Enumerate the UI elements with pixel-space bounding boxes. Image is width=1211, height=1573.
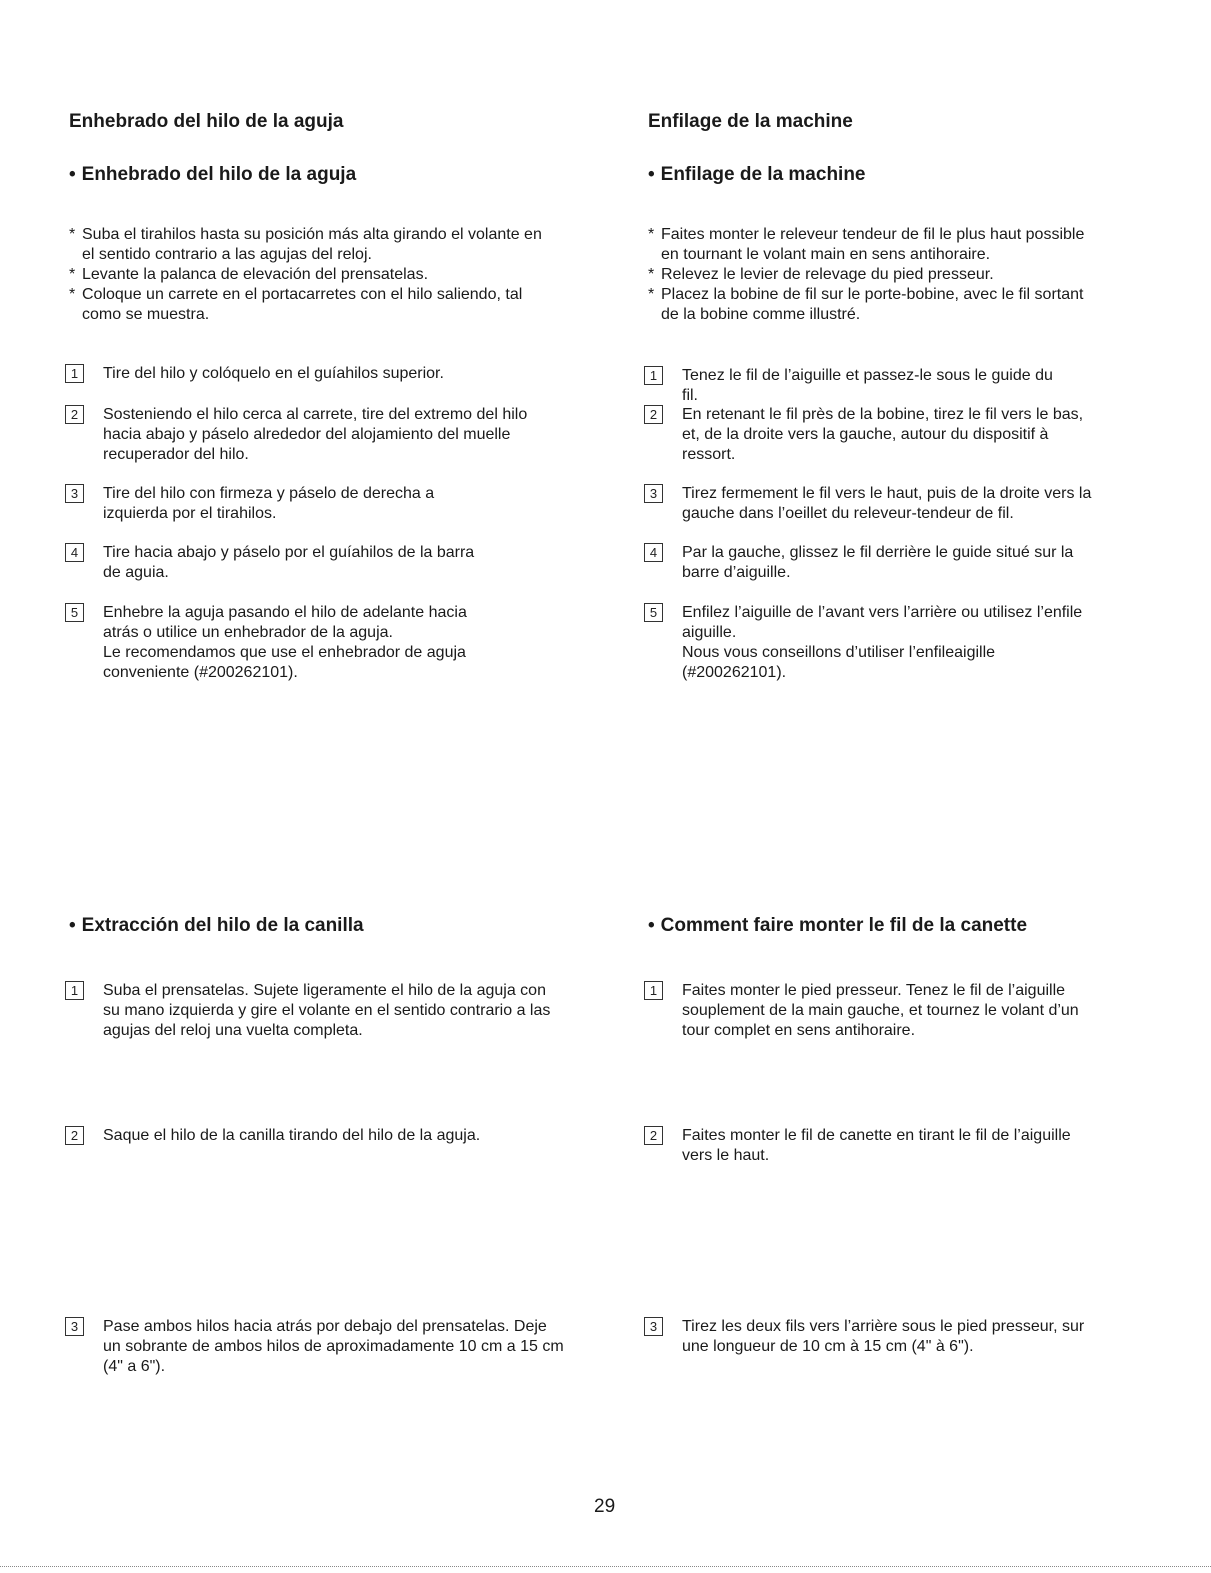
fr-note — [648, 285, 1188, 325]
step-line: Tirez fermement le fil vers le haut, puis de la droite vers la — [682, 485, 1092, 502]
step-number-box: 3 — [65, 484, 84, 503]
fr-note — [648, 265, 1188, 285]
step-line: Enhebre la aguja pasando el hilo de adelante hacia — [103, 604, 467, 621]
fr-step-5 — [644, 603, 1204, 683]
fr-step2-3 — [644, 1317, 1204, 1357]
note-line: en tournant le volant main en sens antihoraire. — [661, 246, 991, 263]
step-line: fil. — [682, 387, 698, 404]
fr-step2-1 — [644, 981, 1204, 1041]
step-line: En retenant le fil près de la bobine, tirez le fil vers le bas, — [682, 406, 1084, 423]
step-number-box: 2 — [644, 1126, 663, 1145]
note-line: Suba el tirahilos hasta su posición más alta girando el volante en — [82, 226, 542, 243]
step-number-box: 5 — [65, 603, 84, 622]
note-line: de la bobine comme illustré. — [661, 306, 861, 323]
step-line: Par la gauche, glissez le fil derrière le guide situé sur la — [682, 544, 1074, 561]
step-line: (#200262101). — [682, 664, 787, 681]
page-number: 29 — [594, 1496, 616, 1517]
step-line: Sosteniendo el hilo cerca al carrete, tire del extremo del hilo — [103, 406, 528, 423]
fr-step-1 — [644, 366, 1204, 406]
step-line: tour complet en sens antihoraire. — [682, 1022, 916, 1039]
step-number-box: 4 — [65, 543, 84, 562]
step-line: su mano izquierda y gire el volante en el sentido contrario a las — [103, 1002, 551, 1019]
es-step-1 — [65, 364, 625, 384]
step-line: Tire hacia abajo y páselo por el guíahilos de la barra — [103, 544, 475, 561]
note-line: Faites monter le releveur tendeur de fil le plus haut possible — [661, 226, 1085, 243]
step-line: Enfilez l’aiguille de l’avant vers l’arrière ou utilisez l’enfile — [682, 604, 1083, 621]
step-line: souplement de la main gauche, et tournez le volant d’un — [682, 1002, 1079, 1019]
es-section2-heading-text: Extracción del hilo de la canilla — [81, 915, 364, 936]
step-line: une longueur de 10 cm à 15 cm (4" à 6"). — [682, 1338, 974, 1355]
step-line: Faites monter le fil de canette en tirant le fil de l’aiguille — [682, 1127, 1071, 1144]
step-line: hacia abajo y páselo alrededor del alojamiento del muelle — [103, 426, 511, 443]
step-line: Tire del hilo y colóquelo en el guíahilos superior. — [103, 365, 444, 382]
fr-title: Enfilage de la machine — [648, 111, 853, 132]
step-number-box: 1 — [65, 364, 84, 383]
step-line: Tenez le fil de l’aiguille et passez-le sous le guide du — [682, 367, 1053, 384]
step-line: de aguia. — [103, 564, 169, 581]
step-line: (4" a 6"). — [103, 1358, 166, 1375]
bullet: • — [648, 915, 655, 936]
fr-step-4 — [644, 543, 1204, 583]
asterisk: * — [69, 226, 76, 243]
step-number-box: 4 — [644, 543, 663, 562]
step-line: vers le haut. — [682, 1147, 770, 1164]
step-line: un sobrante de ambos hilos de aproximadamente 10 cm a 15 cm — [103, 1338, 564, 1355]
step-number-box: 5 — [644, 603, 663, 622]
note-line: Relevez le levier de relevage du pied presseur. — [661, 266, 994, 283]
es-step2-2 — [65, 1126, 635, 1146]
step-line: gauche dans l’oeillet du releveur-tendeur de fil. — [682, 505, 1014, 522]
step-number-box: 2 — [644, 405, 663, 424]
step-number-box: 3 — [65, 1317, 84, 1336]
es-step-4 — [65, 543, 625, 583]
page-bottom-rule — [0, 1566, 1211, 1567]
es-note — [69, 285, 609, 325]
asterisk: * — [69, 286, 76, 303]
step-line: barre d’aiguille. — [682, 564, 791, 581]
step-line: aiguille. — [682, 624, 737, 641]
step-line: Nous vous conseillons d’utiliser l’enfileaigille — [682, 644, 996, 661]
step-number-box: 1 — [65, 981, 84, 1000]
step-number-box: 2 — [65, 405, 84, 424]
es-section-heading-text: Enhebrado del hilo de la aguja — [81, 164, 357, 185]
step-number-box: 2 — [65, 1126, 84, 1145]
es-step-5 — [65, 603, 625, 683]
step-line: conveniente (#200262101). — [103, 664, 298, 681]
asterisk: * — [648, 226, 655, 243]
fr-step-2 — [644, 405, 1204, 465]
es-step2-1 — [65, 981, 635, 1041]
step-line: ressort. — [682, 446, 736, 463]
step-number-box: 3 — [644, 484, 663, 503]
es-step-2 — [65, 405, 625, 465]
step-line: Faites monter le pied presseur. Tenez le fil de l’aiguille — [682, 982, 1066, 999]
step-line: atrás o utilice un enhebrador de la aguja. — [103, 624, 393, 641]
fr-section-heading-text: Enfilage de la machine — [660, 164, 866, 185]
step-line: Suba el prensatelas. Sujete ligeramente el hilo de la aguja con — [103, 982, 546, 999]
step-line: Pase ambos hilos hacia atrás por debajo del prensatelas. Deje — [103, 1318, 547, 1335]
asterisk: * — [648, 286, 655, 303]
fr-section2-heading — [648, 915, 1027, 937]
es-section2-heading — [69, 915, 364, 937]
step-number-box: 1 — [644, 366, 663, 385]
step-line: agujas del reloj una vuelta completa. — [103, 1022, 363, 1039]
note-line: Levante la palanca de elevación del prensatelas. — [82, 266, 429, 283]
es-note — [69, 265, 609, 285]
step-line: Tirez les deux fils vers l’arrière sous le pied presseur, sur — [682, 1318, 1085, 1335]
bullet: • — [648, 164, 655, 185]
step-line: Tire del hilo con firmeza y páselo de derecha a — [103, 485, 435, 502]
es-note — [69, 225, 609, 265]
fr-section-heading — [648, 164, 866, 186]
bullet: • — [69, 164, 76, 185]
es-step-3 — [65, 484, 625, 524]
es-notes — [69, 225, 609, 325]
es-title: Enhebrado del hilo de la aguja — [69, 111, 344, 132]
asterisk: * — [69, 266, 76, 283]
step-line: Saque el hilo de la canilla tirando del hilo de la aguja. — [103, 1127, 481, 1144]
fr-step2-2 — [644, 1126, 1204, 1166]
fr-note — [648, 225, 1188, 265]
note-line: como se muestra. — [82, 306, 210, 323]
step-number-box: 3 — [644, 1317, 663, 1336]
step-number-box: 1 — [644, 981, 663, 1000]
fr-section2-heading-text: Comment faire monter le fil de la canette — [660, 915, 1028, 936]
note-line: el sentido contrario a las agujas del reloj. — [82, 246, 372, 263]
asterisk: * — [648, 266, 655, 283]
step-line: recuperador del hilo. — [103, 446, 249, 463]
es-section-heading — [69, 164, 356, 186]
es-step2-3 — [65, 1317, 635, 1377]
note-line: Placez la bobine de fil sur le porte-bobine, avec le fil sortant — [661, 286, 1084, 303]
step-line: izquierda por el tirahilos. — [103, 505, 277, 522]
note-line: Coloque un carrete en el portacarretes con el hilo saliendo, tal — [82, 286, 523, 303]
bullet: • — [69, 915, 76, 936]
fr-step-3 — [644, 484, 1204, 524]
step-line: et, de la droite vers la gauche, autour du dispositif à — [682, 426, 1049, 443]
fr-notes — [648, 225, 1188, 325]
step-line: Le recomendamos que use el enhebrador de aguja — [103, 644, 466, 661]
